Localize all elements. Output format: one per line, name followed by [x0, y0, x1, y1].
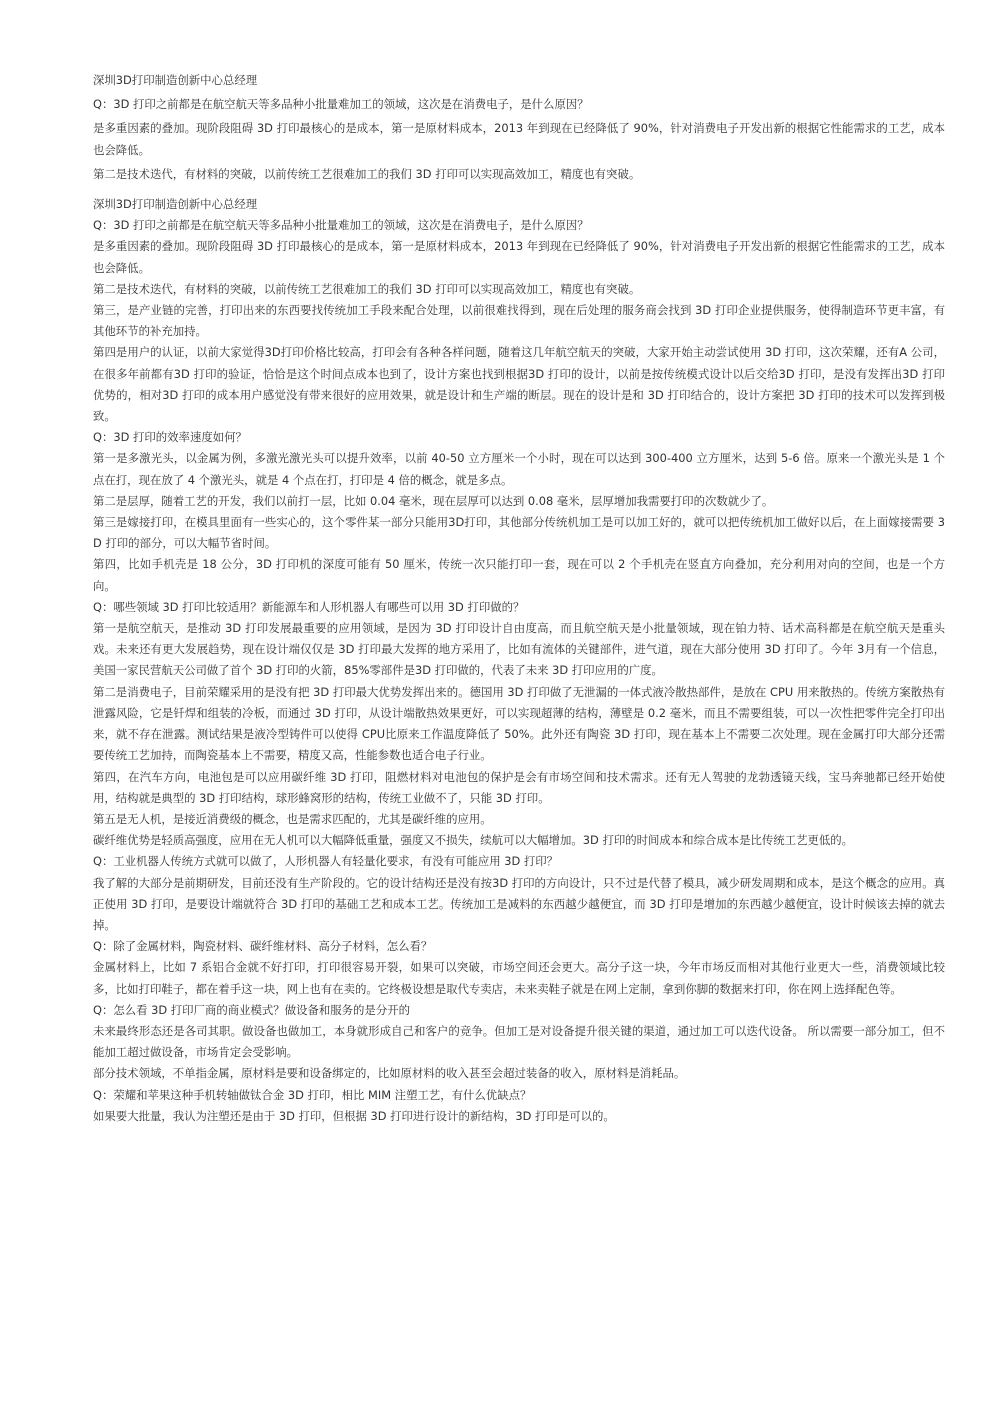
answer-paragraph: 碳纤维优势是轻质高强度，应用在无人机可以大幅降低重量，强度又不损失，续航可以大幅增加。3D 打印的时间成本和综合成本是比传统工艺更低的。	[93, 833, 854, 848]
answer-paragraph: 如果要大批量，我认为注塑还是由于 3D 打印，但根据 3D 打印进行设计的新结构，3D 打印是可以的。	[93, 1108, 615, 1123]
question: Q：除了金属材料，陶瓷材料、碳纤维材料、高分子材料，怎么看？	[93, 939, 433, 954]
question: Q：3D 打印之前都是在航空航天等多品种小批量难加工的领域，这次是在消费电子，是什么原因？	[93, 218, 589, 233]
answer-paragraph: 我了解的大部分是前期研发，目前还没有生产阶段的。它的设计结构还是没有按3D 打印的方向设计，只不过是代替了模具，减少研发周期和成本，是这个概念的应用。真正使用 3D 打印，是要设计端就符合 3D 打印的基础工艺和成本工艺。传统加工是减料的东西越少越便宜，而 3D 打印是增加的东西越少越便宜，设计时候该去掉的就去掉。	[93, 875, 945, 932]
question: Q：工业机器人传统方式就可以做了，人形机器人有轻量化要求，有没有可能应用 3D 打印？	[93, 854, 559, 869]
answer-paragraph: 未来最终形态还是各司其职。做设备也做加工，本身就形成自己和客户的竞争。但加工是对设备提升很关键的渠道，通过加工可以迭代设备。 所以需要一部分加工，但不能加工超过做设备，市场肯定会受影响。	[93, 1023, 945, 1060]
answer-paragraph: 第二是层厚，随着工艺的开发，我们以前打一层，比如 0.04 毫米，现在层厚可以达到 0.08 毫米，层厚增加我需要打印的次数就少了。	[93, 493, 774, 508]
question: Q：荣耀和苹果这种手机转轴做钛合金 3D 打印，相比 MIM 注塑工艺，有什么优缺点？	[93, 1087, 532, 1102]
question: Q：3D 打印之前都是在航空航天等多品种小批量难加工的领域，这次是在消费电子，是什么原因？	[93, 97, 589, 112]
answer-paragraph: 是多重因素的叠加。现阶段阻碍 3D 打印最核心的是成本，第一是原材料成本，2013 年到现在已经降低了 90%，针对消费电子开发出新的根据它性能需求的工艺，成本也会降低。	[93, 121, 945, 157]
answer-paragraph: 第二是技术迭代，有材料的突破，以前传统工艺很难加工的我们 3D 打印可以实现高效加工，精度也有突破。	[93, 166, 641, 181]
speaker-title: 深圳3D打印制造创新中心总经理	[93, 73, 258, 87]
question: Q：3D 打印的效率速度如何？	[93, 430, 247, 445]
speaker-title: 深圳3D打印制造创新中心总经理	[93, 197, 258, 212]
answer-paragraph: 金属材料上，比如 7 系铝合金就不好打印，打印很容易开裂，如果可以突破，市场空间还会更大。高分子这一块，今年市场反而相对其他行业更大一些，消费领域比较多，比如打印鞋子，都在着手这一块，网上也有在卖的。它终极设想是取代专卖店，未来卖鞋子就是在网上定制，拿到你脚的数据来打印，你在网上选择配色等。	[93, 960, 945, 996]
answer-paragraph: 第四，比如手机壳是 18 公分，3D 打印机的深度可能有 50 厘米，传统一次只能打印一套，现在可以 2 个手机壳在竖直方向叠加，充分利用对向的空间，也是一个方向。	[93, 557, 945, 593]
answer-paragraph: 第一是多激光头，以金属为例，多激光激光头可以提升效率，以前 40-50 立方厘米一个小时，现在可以达到 300-400 立方厘米，达到 5-6 倍。原来一个激光头是 1 个点在打，现在放了 4 个激光头，就是 4 个点在打，打印是 4 倍的概念，就是多点。	[93, 451, 945, 487]
section-two	[93, 194, 945, 1127]
answer-paragraph: 第二是技术迭代，有材料的突破，以前传统工艺很难加工的我们 3D 打印可以实现高效加工，精度也有突破。	[93, 281, 641, 296]
answer-paragraph: 第五是无人机，是接近消费级的概念，也是需求匹配的，尤其是碳纤维的应用。	[93, 811, 492, 826]
section-one	[93, 70, 945, 185]
answer-paragraph: 部分技术领域，不单指金属，原材料是要和设备绑定的，比如原材料的收入甚至会超过装备的收入，原材料是消耗品。	[93, 1066, 686, 1081]
answer-paragraph: 第二是消费电子，目前荣耀采用的是没有把 3D 打印最大优势发挥出来的。德国用 3D 打印做了无泄漏的一体式液冷散热部件，是放在 CPU 用来散热的。传统方案散热有泄露风险，它是钎焊和组装的冷板，而通过 3D 打印，从设计端散热效果更好，可以实现超薄的结构，薄壁是 0.2 毫米，而且不需要组装，可以一次性把零件完全打印出来，就不存在泄露。测试结果是液冷型铸件可以使得 CPU比原来工作温度降低了 50%。此外还有陶瓷 3D 打印，现在基本上不需要二次处理。现在金属打印大部分还需要传统工艺加持，而陶瓷基本上不需要，精度又高，性能参数也适合电子行业。	[93, 684, 945, 763]
question: Q：怎么看 3D 打印厂商的商业模式？做设备和服务的是分开的	[93, 1002, 410, 1017]
answer-paragraph: 第四是用户的认证，以前大家觉得3D打印价格比较高，打印会有各种各样问题，随着这几年航空航天的突破，大家开始主动尝试使用 3D 打印，这次荣耀，还有A 公司，在很多年前都有3D 打印的验证，恰恰是这个时间点成本也到了，设计方案也找到根据3D 打印的设计，以前是按传统模式设计以后交给3D 打印，是没有发挥出3D 打印优势的，相对3D 打印的成本用户感觉没有带来很好的应用效果，就是设计和生产端的断层。现在的设计是和 3D 打印结合的，设计方案把 3D 打印的技术可以发挥到极致。	[93, 345, 945, 424]
answer-paragraph: 第三是嫁接打印，在模具里面有一些实心的，这个零件某一部分只能用3D打印，其他部分传统机加工是可以加工好的，就可以把传统机加工做好以后，在上面嫁接需要 3D 打印的部分，可以大幅节省时间。	[93, 515, 945, 551]
answer-paragraph: 第一是航空航天，是推动 3D 打印发展最重要的应用领域，是因为 3D 打印设计自由度高，而且航空航天是小批量领域，现在铂力特、话术高科都是在航空航天是重头戏。未来还有更大发展趋势，现在设计端仅仅是 3D 打印最大发挥的地方采用了，比如有流体的关键部件，进气道，现在大部分使用 3D 打印了。今年 3月有一个信息，美国一家民营航天公司做了首个 3D 打印的火箭，85%零部件是3D 打印做的，代表了未来 3D 打印应用的广度。	[93, 621, 945, 678]
answer-paragraph: 第四，在汽车方向，电池包是可以应用碳纤维 3D 打印，阻燃材料对电池包的保护是会有市场空间和技术需求。还有无人驾驶的龙勃透镜天线，宝马奔驰都已经开始使用，结构就是典型的 3D 打印结构，球形蜂窝形的结构，传统工业做不了，只能 3D 打印。	[93, 769, 945, 805]
answer-paragraph: 第三，是产业链的完善，打印出来的东西要找传统加工手段来配合处理，以前很难找得到，现在后处理的服务商会找到 3D 打印企业提供服务，使得制造环节更丰富，有其他环节的补充加持。	[93, 303, 945, 339]
answer-paragraph: 是多重因素的叠加。现阶段阻碍 3D 打印最核心的是成本，第一是原材料成本，2013 年到现在已经降低了 90%，针对消费电子开发出新的根据它性能需求的工艺，成本也会降低。	[93, 239, 945, 275]
question: Q：哪些领域 3D 打印比较适用？新能源车和人形机器人有哪些可以用 3D 打印做的？	[93, 599, 525, 614]
document-page	[93, 70, 945, 1127]
